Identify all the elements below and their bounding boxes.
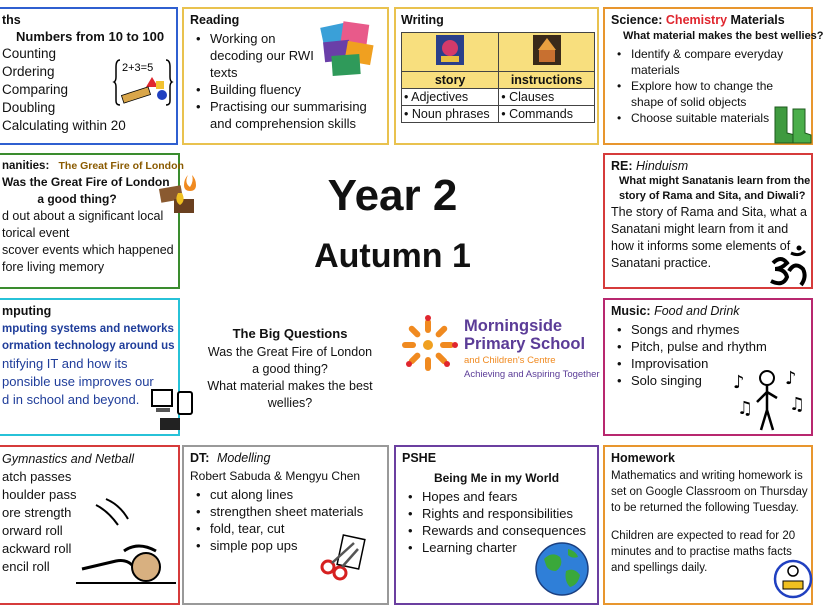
writing-cell: Commands	[509, 107, 573, 121]
books-icon	[318, 21, 378, 79]
writing-col-head: story	[402, 72, 499, 89]
scissors-icon	[320, 533, 366, 579]
computing-box	[0, 298, 180, 436]
story-book-icon	[435, 34, 465, 66]
computing-title: mputing	[2, 304, 52, 318]
school-logo-icon	[398, 315, 458, 375]
re-topic: Hinduism	[636, 159, 689, 173]
reading-box	[182, 7, 389, 145]
music-item: • Pitch, pulse and rhythm	[611, 338, 805, 355]
music-item: • Solo singing	[611, 372, 805, 389]
om-symbol-icon	[765, 245, 811, 291]
dt-box	[182, 445, 389, 605]
re-line: how it informs some elements of	[611, 239, 791, 253]
reading-child-icon	[771, 555, 811, 601]
big-questions-title: The Big Questions	[232, 326, 348, 341]
maths-title: ths	[2, 13, 21, 27]
writing-img-cell	[402, 33, 499, 72]
reading-item: • Building fluency	[190, 81, 381, 98]
humanities-line: d out about a significant local	[2, 209, 164, 223]
science-item: • Explore how to change the	[611, 78, 805, 94]
big-question-line: wellies?	[267, 396, 313, 410]
reading-item-cont: texts	[210, 65, 238, 80]
fire-houses-icon	[158, 169, 204, 215]
maths-item: Comparing	[2, 82, 69, 97]
music-item: • Improvisation	[611, 355, 805, 372]
pshe-subtitle: Being Me in my World	[433, 471, 560, 485]
reading-item-cont: and comprehension skills	[210, 116, 356, 131]
science-title-suffix: Materials	[730, 13, 785, 27]
music-topic: Food and Drink	[654, 304, 740, 318]
reading-item: • Working on	[190, 30, 381, 47]
globe-icon	[534, 541, 590, 597]
writing-img-cell	[499, 33, 595, 72]
homework-line: and spellings daily.	[611, 562, 708, 574]
term-title: Autumn 1	[314, 237, 471, 275]
re-line: Sanatani practice.	[611, 256, 712, 270]
wellies-icon	[771, 105, 811, 145]
music-title	[611, 304, 805, 319]
big-questions	[195, 325, 385, 412]
science-question: What material makes the best wellies?	[623, 30, 824, 42]
school-name: Primary School	[464, 335, 586, 353]
maths-item: Calculating within 20	[2, 118, 126, 133]
school-name: Morningside	[464, 317, 563, 335]
homework-line: minutes and to practise maths facts	[611, 546, 792, 558]
school-tagline: Achieving and Aspiring Together	[464, 369, 600, 380]
pe-topic: Gymnastics and Netball	[2, 452, 135, 466]
science-title	[611, 13, 805, 28]
svg-text:♫: ♫	[737, 398, 754, 419]
pshe-item: • Rights and responsibilities	[402, 505, 591, 522]
humanities-topic: The Great Fire of London	[58, 160, 184, 172]
re-question: story of Rama and Sita, and Diwali?	[619, 190, 806, 202]
pe-line: orward roll	[2, 523, 63, 538]
maths-box	[0, 7, 178, 145]
pe-box	[0, 445, 180, 605]
pshe-item: • Learning charter	[402, 539, 591, 556]
computing-subtitle: mputing systems and networks	[2, 323, 174, 335]
pe-line: atch passes	[2, 469, 72, 484]
school-subname: and Children's Centre	[464, 355, 556, 366]
pe-line: ore strength	[2, 505, 72, 520]
reading-item: • Practising our summarising	[190, 98, 381, 115]
reading-item-cont: decoding our RWI	[210, 48, 314, 63]
instructions-book-icon	[532, 34, 562, 66]
dt-item: • cut along lines	[190, 486, 381, 503]
humanities-line: fore living memory	[2, 260, 105, 274]
writing-table: story instructions • Adjectives • Clauses • Noun phrases • Commands	[401, 32, 595, 123]
pshe-box	[394, 445, 599, 605]
science-item-cont: materials	[631, 63, 680, 77]
maths-subtitle: Numbers from 10 to 100	[16, 29, 165, 44]
maths-item: Ordering	[2, 64, 55, 79]
pe-line: houlder pass	[2, 487, 77, 502]
homework-line: Children are expected to read for 20	[611, 530, 796, 542]
dt-item: • simple pop ups	[190, 537, 381, 554]
homework-box	[603, 445, 813, 605]
re-line: Sanatani might learn from it and	[611, 222, 789, 236]
maths-item: Doubling	[2, 100, 56, 115]
pshe-title: PSHE	[402, 451, 437, 465]
homework-line: set on Google Classroom on Thursday	[611, 486, 808, 498]
page-title: Year 2	[327, 171, 458, 220]
pe-line: encil roll	[2, 559, 50, 574]
re-question: What might Sanatanis learn from the	[619, 175, 811, 187]
science-item-cont: shape of solid objects	[631, 95, 747, 109]
maths-item: Counting	[2, 46, 57, 61]
humanities-question: a good thing?	[37, 192, 117, 206]
science-item: • Identify & compare everyday	[611, 46, 805, 62]
science-item: • Choose suitable materials	[611, 110, 805, 126]
science-title-highlight: Chemistry	[665, 13, 728, 27]
music-item: • Songs and rhymes	[611, 321, 805, 338]
reading-title: Reading	[190, 13, 240, 27]
writing-cell: Adjectives	[411, 90, 469, 104]
dt-topic: Modelling	[216, 451, 271, 465]
dt-item: • fold, tear, cut	[190, 520, 381, 537]
dt-title	[190, 451, 381, 466]
big-question-line: Was the Great Fire of London	[207, 345, 373, 359]
writing-title: Writing	[401, 13, 444, 27]
writing-cell: Clauses	[509, 90, 555, 104]
writing-col-head: instructions	[499, 72, 595, 89]
homework-line: to be returned the following Tuesday.	[611, 502, 799, 514]
svg-text:♪: ♪	[733, 372, 745, 393]
homework-title: Homework	[611, 451, 675, 465]
homework-line: Mathematics and writing homework is	[611, 470, 803, 482]
humanities-line: torical event	[2, 226, 70, 240]
dt-title-text: DT:	[190, 451, 210, 465]
humanities-line: scover events which happened	[2, 243, 174, 257]
maths-shapes-icon	[114, 57, 172, 107]
pshe-item: • Hopes and fears	[402, 488, 591, 505]
svg-text:♫: ♫	[789, 394, 806, 415]
school-logo	[398, 313, 598, 393]
re-line: The story of Rama and Sita, what a	[611, 205, 807, 219]
pe-line: ackward roll	[2, 541, 72, 556]
humanities-title-text: nanities:	[2, 160, 50, 172]
singer-notes-icon	[729, 362, 809, 434]
humanities-box	[0, 153, 184, 289]
computing-line: d in school and beyond.	[2, 392, 140, 407]
computing-line: ntifying IT and how its	[2, 356, 128, 371]
computing-subtitle: ormation technology around us	[2, 340, 175, 352]
svg-text:♪: ♪	[785, 368, 797, 389]
pshe-item: • Rewards and consequences	[402, 522, 591, 539]
writing-box	[394, 7, 599, 145]
computing-line: ponsible use improves our	[2, 374, 154, 389]
humanities-title	[2, 159, 184, 174]
big-question-line: What material makes the best	[207, 379, 373, 393]
forward-roll-icon	[76, 491, 176, 591]
big-question-line: a good thing?	[252, 362, 328, 376]
dt-artists: Robert Sabuda & Mengyu Chen	[190, 469, 361, 483]
science-title-prefix: Science:	[611, 13, 663, 27]
dt-item: • strengthen sheet materials	[190, 503, 381, 520]
re-title-text: RE:	[611, 159, 633, 173]
humanities-question: Was the Great Fire of London	[2, 175, 170, 189]
music-title-text: Music:	[611, 304, 651, 318]
re-box	[603, 153, 813, 289]
music-box	[603, 298, 813, 436]
re-title	[611, 159, 805, 174]
maths-icon-text: 2+3=5	[122, 62, 154, 74]
computer-devices-icon	[150, 388, 200, 434]
science-box	[603, 7, 824, 145]
writing-cell: Noun phrases	[411, 107, 490, 121]
